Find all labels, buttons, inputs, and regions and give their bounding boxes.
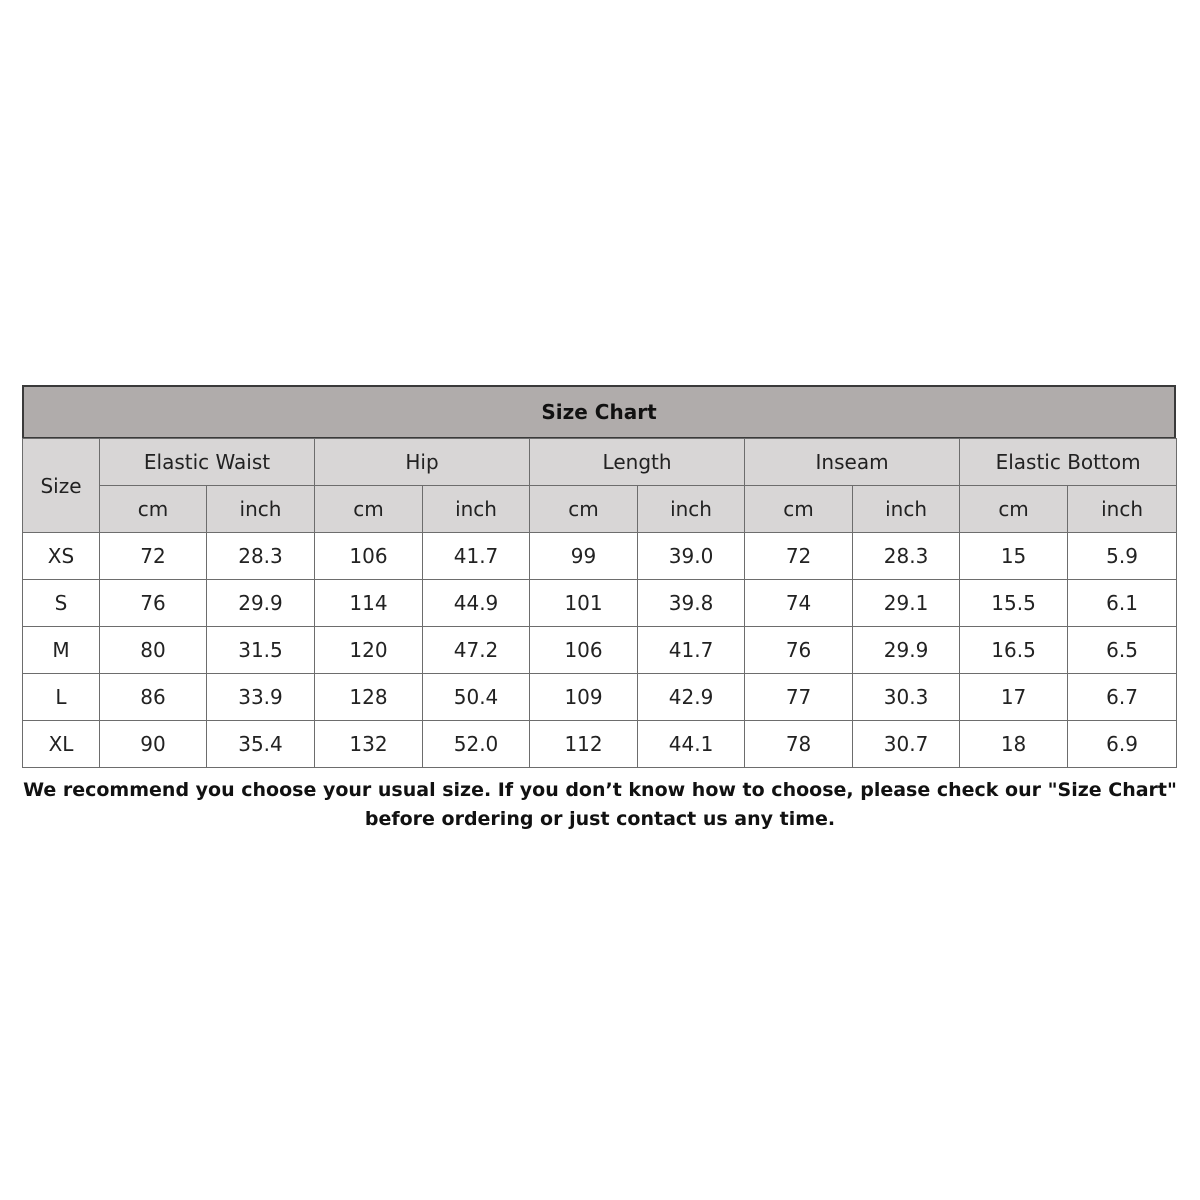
unit-header: inch	[207, 486, 315, 533]
measurement-cell: 30.7	[853, 721, 960, 768]
measurement-cell: 18	[960, 721, 1068, 768]
measurement-cell: 77	[745, 674, 853, 721]
measurement-cell: 72	[745, 533, 853, 580]
measurement-cell: 106	[530, 627, 638, 674]
measurement-cell: 29.1	[853, 580, 960, 627]
table-row	[23, 674, 1177, 721]
note-line-1: We recommend you choose your usual size. If you don’t know how to choose, please check our "Size Chart"	[23, 779, 1177, 801]
unit-header: cm	[100, 486, 207, 533]
unit-header: inch	[638, 486, 745, 533]
size-chart-table	[22, 438, 1177, 768]
measurement-cell: 109	[530, 674, 638, 721]
size-label: M	[23, 627, 100, 674]
measurement-cell: 78	[745, 721, 853, 768]
measurement-cell: 29.9	[853, 627, 960, 674]
measurement-cell: 17	[960, 674, 1068, 721]
measurement-cell: 114	[315, 580, 423, 627]
measurement-cell: 74	[745, 580, 853, 627]
measurement-cell: 128	[315, 674, 423, 721]
group-header-elastic-bottom: Elastic Bottom	[960, 439, 1177, 486]
table-row	[23, 627, 1177, 674]
group-header-inseam: Inseam	[745, 439, 960, 486]
group-header-row	[23, 439, 1177, 486]
unit-header: inch	[1068, 486, 1177, 533]
measurement-cell: 41.7	[638, 627, 745, 674]
measurement-cell: 6.9	[1068, 721, 1177, 768]
measurement-cell: 132	[315, 721, 423, 768]
measurement-cell: 6.7	[1068, 674, 1177, 721]
measurement-cell: 30.3	[853, 674, 960, 721]
size-label: L	[23, 674, 100, 721]
measurement-cell: 72	[100, 533, 207, 580]
measurement-cell: 44.1	[638, 721, 745, 768]
size-chart-title: Size Chart	[22, 385, 1176, 439]
measurement-cell: 112	[530, 721, 638, 768]
measurement-cell: 120	[315, 627, 423, 674]
unit-header: cm	[745, 486, 853, 533]
measurement-cell: 76	[745, 627, 853, 674]
measurement-cell: 33.9	[207, 674, 315, 721]
measurement-cell: 44.9	[423, 580, 530, 627]
measurement-cell: 5.9	[1068, 533, 1177, 580]
measurement-cell: 28.3	[207, 533, 315, 580]
group-header-length: Length	[530, 439, 745, 486]
measurement-cell: 39.0	[638, 533, 745, 580]
unit-header: inch	[853, 486, 960, 533]
measurement-cell: 90	[100, 721, 207, 768]
measurement-cell: 42.9	[638, 674, 745, 721]
measurement-cell: 6.1	[1068, 580, 1177, 627]
measurement-cell: 47.2	[423, 627, 530, 674]
measurement-cell: 15.5	[960, 580, 1068, 627]
size-label: XS	[23, 533, 100, 580]
measurement-cell: 52.0	[423, 721, 530, 768]
measurement-cell: 101	[530, 580, 638, 627]
measurement-cell: 99	[530, 533, 638, 580]
measurement-cell: 31.5	[207, 627, 315, 674]
note-line-2: before ordering or just contact us any time.	[364, 808, 836, 830]
measurement-cell: 41.7	[423, 533, 530, 580]
measurement-cell: 28.3	[853, 533, 960, 580]
unit-header-row	[23, 486, 1177, 533]
measurement-cell: 29.9	[207, 580, 315, 627]
measurement-cell: 15	[960, 533, 1068, 580]
unit-header: inch	[423, 486, 530, 533]
table-row	[23, 580, 1177, 627]
size-label: XL	[23, 721, 100, 768]
measurement-cell: 39.8	[638, 580, 745, 627]
size-recommendation-note	[0, 776, 1200, 834]
measurement-cell: 86	[100, 674, 207, 721]
unit-header: cm	[315, 486, 423, 533]
unit-header: cm	[530, 486, 638, 533]
measurement-cell: 106	[315, 533, 423, 580]
group-header-hip: Hip	[315, 439, 530, 486]
measurement-cell: 76	[100, 580, 207, 627]
table-row	[23, 721, 1177, 768]
group-header-elastic-waist: Elastic Waist	[100, 439, 315, 486]
measurement-cell: 16.5	[960, 627, 1068, 674]
unit-header: cm	[960, 486, 1068, 533]
measurement-cell: 80	[100, 627, 207, 674]
measurement-cell: 6.5	[1068, 627, 1177, 674]
table-row	[23, 533, 1177, 580]
size-header: Size	[23, 439, 100, 533]
size-label: S	[23, 580, 100, 627]
measurement-cell: 35.4	[207, 721, 315, 768]
measurement-cell: 50.4	[423, 674, 530, 721]
